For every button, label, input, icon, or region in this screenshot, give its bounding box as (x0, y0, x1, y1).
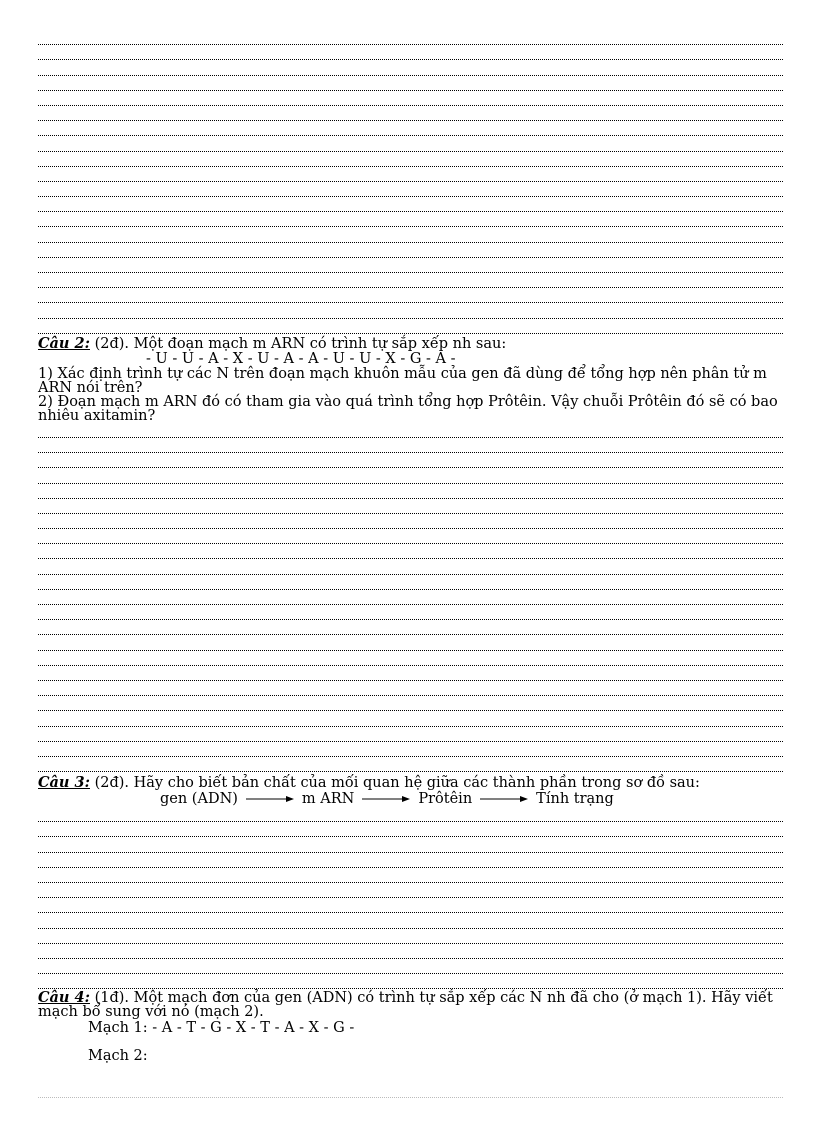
answer-line[interactable] (38, 76, 783, 91)
answer-line[interactable] (38, 544, 783, 559)
answer-line[interactable] (38, 212, 783, 227)
answer-line[interactable] (38, 182, 783, 197)
answer-line[interactable] (38, 853, 783, 868)
answer-line[interactable] (38, 605, 783, 620)
answer-line[interactable] (38, 303, 783, 318)
answer-line[interactable] (38, 575, 783, 590)
footer-divider (38, 1097, 783, 1098)
answer-line[interactable] (38, 438, 783, 453)
right-arrow-icon (246, 794, 294, 804)
question-3-label: Câu 3: (38, 774, 90, 792)
answer-line[interactable] (38, 423, 783, 438)
question-2 (38, 336, 783, 352)
answer-line[interactable] (38, 651, 783, 666)
question-2-label: Câu 2: (38, 334, 90, 352)
answer-line[interactable] (38, 559, 783, 574)
answer-line[interactable] (38, 868, 783, 883)
answer-line[interactable] (38, 319, 783, 334)
answer-line[interactable] (38, 167, 783, 182)
answer-line[interactable] (38, 121, 783, 136)
answer-line[interactable] (38, 91, 783, 106)
answer-line[interactable] (38, 635, 783, 650)
answer-line[interactable] (38, 529, 783, 544)
answer-line[interactable] (38, 152, 783, 167)
strand-2: Mạch 2: (88, 1048, 148, 1065)
flow-trait: Tính trạng (536, 791, 614, 808)
question-4 (38, 991, 783, 1019)
flow-gen: gen (ADN) (160, 791, 238, 808)
answer-line[interactable] (38, 468, 783, 483)
answer-line[interactable] (38, 757, 783, 772)
answer-line[interactable] (38, 243, 783, 258)
question-2-part-1: 1) Xác định trình tự các N trên đoạn mạch khuôn mẫu của gen đã dùng để tổng hợp nên phân tử m ARN nói trên? (38, 365, 767, 396)
answer-line[interactable] (38, 898, 783, 913)
worksheet-page (38, 30, 783, 1065)
flow-protein: Prôtêin (418, 791, 473, 808)
answer-line[interactable] (38, 273, 783, 288)
question-2-text: (2đ). Một đoạn mạch m ARN có trình tự sắp xếp nh sau: (89, 335, 507, 352)
question-3 (38, 775, 783, 791)
answer-line[interactable] (38, 913, 783, 928)
flow-marn: m ARN (301, 791, 355, 808)
answer-line[interactable] (38, 499, 783, 514)
answer-line[interactable] (38, 30, 783, 45)
answer-line[interactable] (38, 742, 783, 757)
answer-line[interactable] (38, 711, 783, 726)
answer-line[interactable] (38, 227, 783, 242)
strand-1: Mạch 1: - A - T - G - X - T - A - X - G - (88, 1020, 355, 1037)
answer-line[interactable] (38, 883, 783, 898)
mrna-sequence: - U - U - A - X - U - A - A - U - U - X - G - A - (146, 350, 456, 367)
answer-line[interactable] (38, 453, 783, 468)
answer-line[interactable] (38, 837, 783, 852)
answer-line[interactable] (38, 974, 783, 989)
flow-diagram (38, 791, 783, 807)
answer-line[interactable] (38, 727, 783, 742)
answer-line[interactable] (38, 696, 783, 711)
answer-lines-top (38, 30, 783, 334)
answer-line[interactable] (38, 484, 783, 499)
answer-line[interactable] (38, 807, 783, 822)
question-4-label: Câu 4: (38, 989, 90, 1007)
answer-lines-q2 (38, 423, 783, 772)
question-2-part-2: 2) Đoạn mạch m ARN đó có tham gia vào quá trình tổng hợp Prôtêin. Vậy chuỗi Prôtêin đó sẽ có bao nhiêu axitamin? (38, 393, 778, 424)
answer-line[interactable] (38, 944, 783, 959)
answer-line[interactable] (38, 681, 783, 696)
answer-line[interactable] (38, 258, 783, 273)
answer-line[interactable] (38, 45, 783, 60)
answer-line[interactable] (38, 666, 783, 681)
answer-line[interactable] (38, 136, 783, 151)
answer-line[interactable] (38, 197, 783, 212)
question-4-text: (1đ). Một mạch đơn của gen (ADN) có trình tự sắp xếp các N nh đã cho (ở mạch 1). Hãy viết mạch bổ sung với nó (mạch 2). (38, 990, 773, 1021)
right-arrow-icon (362, 794, 410, 804)
answer-line[interactable] (38, 60, 783, 75)
question-3-text: (2đ). Hãy cho biết bản chất của mối quan hệ giữa các thành phần trong sơ đồ sau: (89, 775, 700, 792)
answer-line[interactable] (38, 590, 783, 605)
answer-line[interactable] (38, 822, 783, 837)
answer-line[interactable] (38, 288, 783, 303)
answer-line[interactable] (38, 620, 783, 635)
right-arrow-icon (480, 794, 528, 804)
answer-line[interactable] (38, 106, 783, 121)
answer-line[interactable] (38, 959, 783, 974)
answer-lines-q3 (38, 807, 783, 989)
answer-line[interactable] (38, 514, 783, 529)
answer-line[interactable] (38, 929, 783, 944)
